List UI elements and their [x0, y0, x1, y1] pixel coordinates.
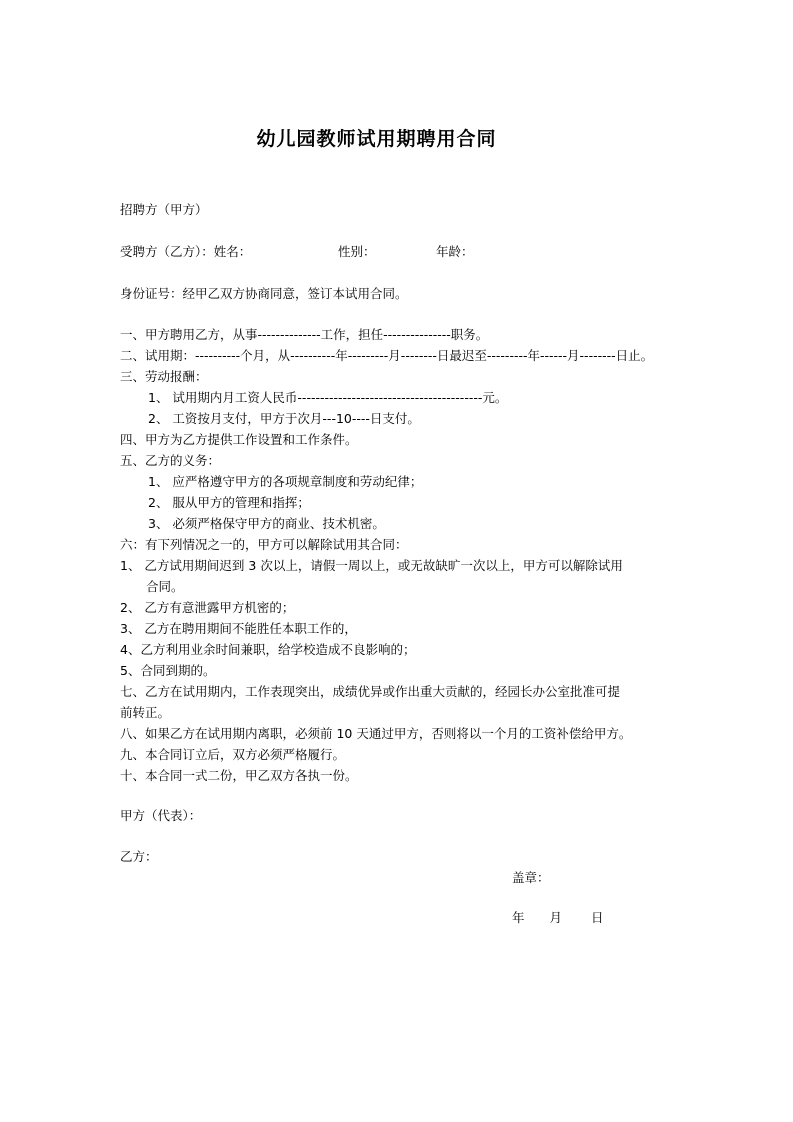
clause-6: 六：有下列情况之一的，甲方可以解除试用其合同： [120, 537, 408, 552]
id-number-line: 身份证号：经甲乙双方协商同意，签订本试用合同。 [120, 286, 408, 301]
clause-5-item-1: 1、 应严格遵守甲方的各项规章制度和劳动纪律； [148, 474, 423, 489]
party-b-name-label: 受聘方（乙方）：姓名： [120, 244, 252, 259]
document-title: 幼儿园教师试用期聘用合同 [256, 128, 497, 150]
party-b-signature: 乙方： [120, 849, 158, 864]
clause-6-item-1-cont: 合同。 [146, 579, 184, 594]
seal-label: 盖章： [512, 870, 550, 885]
clause-8: 八、如果乙方在试用期内离职，必须前 10 天通过甲方，否则将以一个月的工资补偿给甲方。 [120, 726, 632, 741]
party-b-gender-label: 性别： [338, 244, 376, 259]
party-a-signature: 甲方（代表）： [120, 808, 202, 823]
clause-6-item-1: 1、 乙方试用期间迟到 3 次以上，请假一周以上，或无故缺旷一次以上，甲方可以解除试用 [120, 558, 623, 573]
clause-6-item-4: 4、乙方利用业余时间兼职，给学校造成不良影响的； [120, 642, 416, 657]
clause-2: 二、试用期：----------个月，从----------年---------月--------日最迟至---------年------月--------日止。 [120, 348, 654, 363]
party-b-age-label: 年龄： [436, 244, 474, 259]
clause-9: 九、本合同订立后，双方必须严格履行。 [120, 747, 346, 762]
clause-6-item-2: 2、 乙方有意泄露甲方机密的； [120, 600, 295, 615]
clause-1: 一、甲方聘用乙方，从事--------------工作，担任---------------职务。 [120, 327, 489, 342]
clause-6-item-3: 3、 乙方在聘用期间不能胜任本职工作的， [120, 621, 357, 636]
party-a-header: 招聘方（甲方） [120, 202, 208, 217]
clause-6-item-5: 5、合同到期的。 [120, 663, 216, 678]
clause-3-item-2: 2、 工资按月支付，甲方于次月---10----日支付。 [148, 411, 420, 426]
clause-3-item-1: 1、 试用期内月工资人民币-----------------------------------------元。 [148, 390, 508, 405]
clause-3: 三、劳动报酬： [120, 369, 208, 384]
clause-7-cont: 前转正。 [120, 705, 171, 720]
clause-4: 四、甲方为乙方提供工作设置和工作条件。 [120, 432, 358, 447]
signature-date: 年 月 日 [512, 910, 604, 925]
clause-5-item-2: 2、 服从甲方的管理和指挥； [148, 495, 310, 510]
clause-10: 十、本合同一式二份，甲乙双方各执一份。 [120, 768, 358, 783]
clause-5: 五、乙方的义务： [120, 453, 221, 468]
party-b-header [120, 244, 474, 260]
clause-5-item-3: 3、 必须严格保守甲方的商业、技术机密。 [148, 516, 385, 531]
clause-7: 七、乙方在试用期内，工作表现突出，成绩优异或作出重大贡献的，经园长办公室批准可提 [120, 684, 621, 699]
